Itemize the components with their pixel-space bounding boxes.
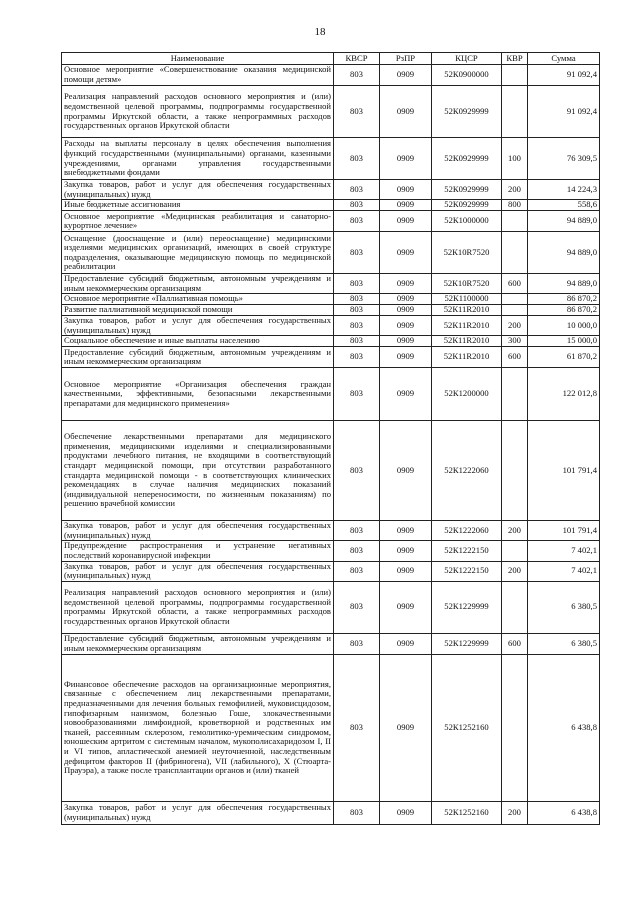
row-kvr bbox=[502, 368, 528, 421]
row-kvsr: 803 bbox=[334, 315, 380, 335]
row-kvsr: 803 bbox=[334, 274, 380, 294]
row-rzpr: 0909 bbox=[380, 86, 432, 138]
row-kcsr: 52К10R7520 bbox=[432, 274, 502, 294]
row-kcsr: 52К1252160 bbox=[432, 801, 502, 824]
row-kvsr: 803 bbox=[334, 581, 380, 633]
row-name: Закупка товаров, работ и услуг для обеспечения государственных (муниципальных) нужд bbox=[62, 315, 334, 335]
row-sum: 10 000,0 bbox=[528, 315, 600, 335]
row-kvsr: 803 bbox=[334, 633, 380, 654]
table-row bbox=[62, 138, 600, 180]
row-kvsr: 803 bbox=[334, 211, 380, 232]
row-kvsr: 803 bbox=[334, 294, 380, 305]
row-name: Предоставление субсидий бюджетным, автономным учреждениям и иным некоммерческим организациям bbox=[62, 347, 334, 368]
row-rzpr: 0909 bbox=[380, 368, 432, 421]
row-rzpr: 0909 bbox=[380, 654, 432, 801]
row-kvsr: 803 bbox=[334, 368, 380, 421]
row-kvsr: 803 bbox=[334, 65, 380, 86]
row-kvsr: 803 bbox=[334, 304, 380, 315]
row-sum: 61 870,2 bbox=[528, 347, 600, 368]
row-sum: 6 380,5 bbox=[528, 633, 600, 654]
row-kvr bbox=[502, 65, 528, 86]
row-kvr: 200 bbox=[502, 521, 528, 541]
row-kvr bbox=[502, 211, 528, 232]
table-row bbox=[62, 421, 600, 521]
row-rzpr: 0909 bbox=[380, 65, 432, 86]
row-sum: 6 380,5 bbox=[528, 581, 600, 633]
budget-table bbox=[61, 52, 600, 825]
table-row bbox=[62, 211, 600, 232]
row-rzpr: 0909 bbox=[380, 211, 432, 232]
row-kvsr: 803 bbox=[334, 86, 380, 138]
header-sum: Сумма bbox=[528, 53, 600, 65]
row-sum: 86 870,2 bbox=[528, 304, 600, 315]
row-kcsr: 52К1222150 bbox=[432, 541, 502, 561]
row-name: Расходы на выплаты персоналу в целях обеспечения выполнения функций государственными (муниципальными) органами, казенными учреждениями, органами управления государственными внебюджетными фондами bbox=[62, 138, 334, 180]
row-kcsr: 52К1200000 bbox=[432, 368, 502, 421]
row-name: Основное мероприятие «Медицинская реабилитация и санаторно-курортное лечение» bbox=[62, 211, 334, 232]
row-rzpr: 0909 bbox=[380, 581, 432, 633]
row-kvr: 100 bbox=[502, 138, 528, 180]
row-sum: 94 889,0 bbox=[528, 232, 600, 274]
row-kvr: 600 bbox=[502, 347, 528, 368]
row-rzpr: 0909 bbox=[380, 180, 432, 200]
row-kvr bbox=[502, 294, 528, 305]
row-name: Закупка товаров, работ и услуг для обеспечения государственных (муниципальных) нужд bbox=[62, 561, 334, 581]
table-row bbox=[62, 294, 600, 305]
header-name: Наименование bbox=[62, 53, 334, 65]
row-rzpr: 0909 bbox=[380, 541, 432, 561]
row-kvsr: 803 bbox=[334, 654, 380, 801]
row-kvr: 800 bbox=[502, 200, 528, 211]
row-kvr bbox=[502, 654, 528, 801]
row-rzpr: 0909 bbox=[380, 561, 432, 581]
row-kcsr: 52К0900000 bbox=[432, 65, 502, 86]
row-sum: 14 224,3 bbox=[528, 180, 600, 200]
table-row bbox=[62, 315, 600, 335]
row-kcsr: 52К11R2010 bbox=[432, 336, 502, 347]
row-sum: 94 889,0 bbox=[528, 274, 600, 294]
table-row bbox=[62, 180, 600, 200]
table-row bbox=[62, 200, 600, 211]
row-rzpr: 0909 bbox=[380, 315, 432, 335]
row-name: Обеспечение лекарственными препаратами для медицинского применения, медицинскими изделиями и специализированными продуктами лечебного питания, не входящими в соответствующий стандарт медицинской помощи, при отсутствии разработанного стандарта медицинской помощи - в соответствующих клинических рекомендациях в случае наличия медицинских показаний (индивидуальной непереносимости, по жизненным показаниям) по решению врачебной комиссии bbox=[62, 421, 334, 521]
table-row bbox=[62, 368, 600, 421]
row-kvsr: 803 bbox=[334, 561, 380, 581]
row-sum: 101 791,4 bbox=[528, 521, 600, 541]
row-name: Иные бюджетные ассигнования bbox=[62, 200, 334, 211]
page-number: 18 bbox=[314, 26, 326, 38]
row-kvsr: 803 bbox=[334, 138, 380, 180]
row-sum: 91 092,4 bbox=[528, 86, 600, 138]
row-name: Основное мероприятие «Организация обеспечения граждан качественными, эффективными, безопасными лекарственными препаратами для медицинского применения» bbox=[62, 368, 334, 421]
row-kcsr: 52К1252160 bbox=[432, 654, 502, 801]
header-kvr: КВР bbox=[502, 53, 528, 65]
row-kvsr: 803 bbox=[334, 521, 380, 541]
row-kcsr: 52К1100000 bbox=[432, 294, 502, 305]
row-kcsr: 52К1222150 bbox=[432, 561, 502, 581]
header-kcsr: КЦСР bbox=[432, 53, 502, 65]
row-sum: 94 889,0 bbox=[528, 211, 600, 232]
row-name: Предоставление субсидий бюджетным, автономным учреждениям и иным некоммерческим организациям bbox=[62, 633, 334, 654]
table-row bbox=[62, 633, 600, 654]
table-header-row bbox=[62, 53, 600, 65]
row-sum: 15 000,0 bbox=[528, 336, 600, 347]
row-rzpr: 0909 bbox=[380, 801, 432, 824]
row-sum: 558,6 bbox=[528, 200, 600, 211]
row-sum: 7 402,1 bbox=[528, 541, 600, 561]
row-kvr: 200 bbox=[502, 561, 528, 581]
row-name: Закупка товаров, работ и услуг для обеспечения государственных (муниципальных) нужд bbox=[62, 521, 334, 541]
row-kvsr: 803 bbox=[334, 232, 380, 274]
row-name: Реализация направлений расходов основного мероприятия и (или) ведомственной целевой программы, подпрограммы государственной программы Иркутской области, а также непрограммных расходов государственных органов Иркутской области bbox=[62, 86, 334, 138]
row-sum: 6 438,8 bbox=[528, 801, 600, 824]
row-kcsr: 52К1229999 bbox=[432, 581, 502, 633]
row-sum: 76 309,5 bbox=[528, 138, 600, 180]
row-rzpr: 0909 bbox=[380, 421, 432, 521]
row-rzpr: 0909 bbox=[380, 347, 432, 368]
row-kvr: 200 bbox=[502, 180, 528, 200]
header-rzpr: РзПР bbox=[380, 53, 432, 65]
row-kcsr: 52К0929999 bbox=[432, 86, 502, 138]
row-name: Социальное обеспечение и иные выплаты населению bbox=[62, 336, 334, 347]
table-row bbox=[62, 336, 600, 347]
row-kcsr: 52К0929999 bbox=[432, 180, 502, 200]
row-rzpr: 0909 bbox=[380, 274, 432, 294]
row-sum: 7 402,1 bbox=[528, 561, 600, 581]
table-row bbox=[62, 232, 600, 274]
header-kvsr: КВСР bbox=[334, 53, 380, 65]
table-row bbox=[62, 801, 600, 824]
row-rzpr: 0909 bbox=[380, 633, 432, 654]
row-rzpr: 0909 bbox=[380, 304, 432, 315]
row-name: Предупреждение распространения и устранение негативных последствий коронавирусной инфекции bbox=[62, 541, 334, 561]
row-kvsr: 803 bbox=[334, 180, 380, 200]
row-name: Основное мероприятие «Совершенствование оказания медицинской помощи детям» bbox=[62, 65, 334, 86]
row-kvsr: 803 bbox=[334, 336, 380, 347]
row-kvr bbox=[502, 581, 528, 633]
row-kcsr: 52К1222060 bbox=[432, 521, 502, 541]
table-row bbox=[62, 561, 600, 581]
table-row bbox=[62, 65, 600, 86]
table-row bbox=[62, 304, 600, 315]
table-row bbox=[62, 347, 600, 368]
row-sum: 122 012,8 bbox=[528, 368, 600, 421]
row-kvr bbox=[502, 304, 528, 315]
row-kcsr: 52К1000000 bbox=[432, 211, 502, 232]
row-kvr bbox=[502, 421, 528, 521]
row-kcsr: 52К1229999 bbox=[432, 633, 502, 654]
row-kvr: 300 bbox=[502, 336, 528, 347]
row-kvsr: 803 bbox=[334, 200, 380, 211]
row-kvsr: 803 bbox=[334, 421, 380, 521]
row-name: Закупка товаров, работ и услуг для обеспечения государственных (муниципальных) нужд bbox=[62, 180, 334, 200]
row-name: Финансовое обеспечение расходов на организационные мероприятия, связанные с обеспечением лиц лекарственными препаратами, предназначенными для лечения больных гемофилией, муковисцидозом, гипофизарным нанизмом, болезнью Гоше, злокачественными новообразованиями лимфоидной, кроветворной и родственных им тканей, рассеянным склерозом, гемолитико-уремическим синдромом, юношеским артритом с системным началом, мукополисахаридозом I, II и VI типов, апластической анемией неуточненной, наследственным дефицитом факторов II (фибриногена), VII (лабильного), X (Стюарта-Прауэра), а также после трансплантации органов и (или) тканей bbox=[62, 654, 334, 801]
row-sum: 91 092,4 bbox=[528, 65, 600, 86]
row-sum: 6 438,8 bbox=[528, 654, 600, 801]
row-rzpr: 0909 bbox=[380, 232, 432, 274]
row-sum: 101 791,4 bbox=[528, 421, 600, 521]
row-kvr bbox=[502, 86, 528, 138]
row-name: Оснащение (дооснащение и (или) переоснащение) медицинскими изделиями медицинских организаций, имеющих в своей структуре подразделения, оказывающие медицинскую помощь по медицинской реабилитации bbox=[62, 232, 334, 274]
row-kcsr: 52К1222060 bbox=[432, 421, 502, 521]
row-rzpr: 0909 bbox=[380, 521, 432, 541]
row-name: Реализация направлений расходов основного мероприятия и (или) ведомственной целевой программы, подпрограммы государственной программы Иркутской области, а также непрограммных расходов государственных органов Иркутской области bbox=[62, 581, 334, 633]
row-rzpr: 0909 bbox=[380, 138, 432, 180]
row-kvsr: 803 bbox=[334, 801, 380, 824]
row-name: Закупка товаров, работ и услуг для обеспечения государственных (муниципальных) нужд bbox=[62, 801, 334, 824]
row-kvr bbox=[502, 541, 528, 561]
table-row bbox=[62, 274, 600, 294]
table-row bbox=[62, 541, 600, 561]
row-kvsr: 803 bbox=[334, 541, 380, 561]
row-kcsr: 52К10R7520 bbox=[432, 232, 502, 274]
row-kcsr: 52К11R2010 bbox=[432, 304, 502, 315]
row-kcsr: 52К0929999 bbox=[432, 200, 502, 211]
table-row bbox=[62, 654, 600, 801]
table-row bbox=[62, 521, 600, 541]
row-kvr bbox=[502, 232, 528, 274]
table-row bbox=[62, 86, 600, 138]
row-kcsr: 52К11R2010 bbox=[432, 347, 502, 368]
row-kvr: 600 bbox=[502, 274, 528, 294]
row-kvr: 600 bbox=[502, 633, 528, 654]
row-kvr: 200 bbox=[502, 315, 528, 335]
row-kvr: 200 bbox=[502, 801, 528, 824]
row-kcsr: 52К11R2010 bbox=[432, 315, 502, 335]
row-name: Развитие паллиативной медицинской помощи bbox=[62, 304, 334, 315]
row-rzpr: 0909 bbox=[380, 294, 432, 305]
row-rzpr: 0909 bbox=[380, 200, 432, 211]
row-rzpr: 0909 bbox=[380, 336, 432, 347]
row-name: Предоставление субсидий бюджетным, автономным учреждениям и иным некоммерческим организациям bbox=[62, 274, 334, 294]
table-row bbox=[62, 581, 600, 633]
row-kcsr: 52К0929999 bbox=[432, 138, 502, 180]
row-kvsr: 803 bbox=[334, 347, 380, 368]
row-name: Основное мероприятие «Паллиативная помощь» bbox=[62, 294, 334, 305]
row-sum: 86 870,2 bbox=[528, 294, 600, 305]
